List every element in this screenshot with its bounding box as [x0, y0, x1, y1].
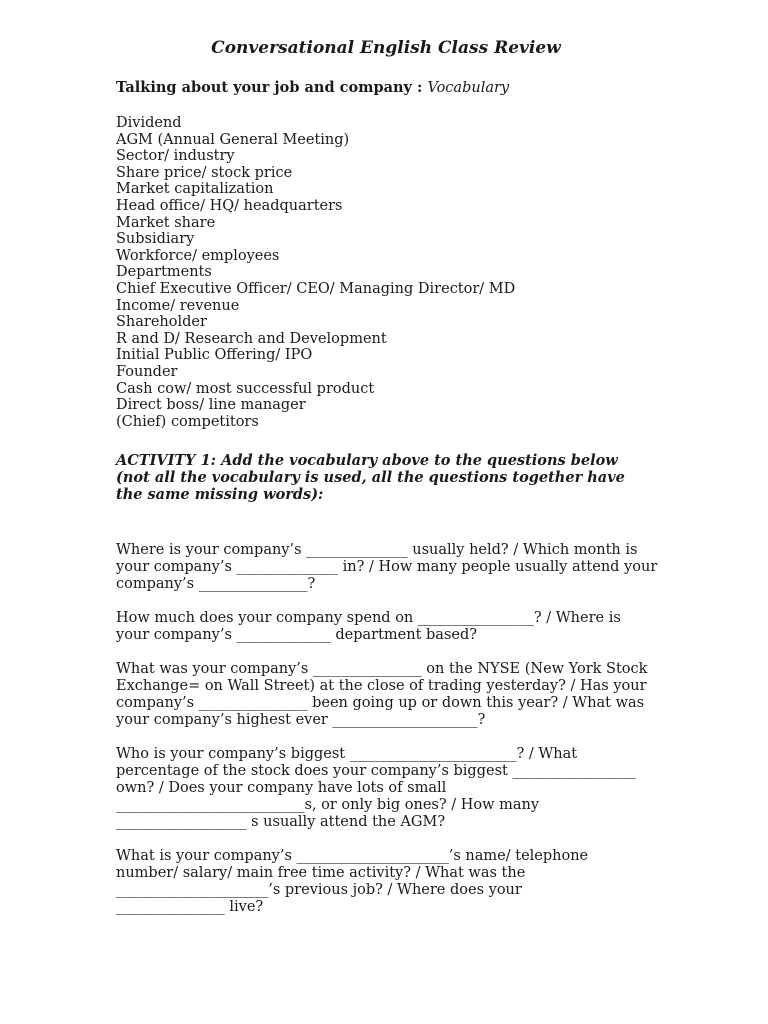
vocabulary-list — [116, 115, 656, 430]
question-line: Exchange= on Wall Street) at the close of trading yesterday? / Has your — [116, 678, 647, 695]
question-line: your company’s ______________ in? / How many people usually attend your — [116, 559, 658, 576]
activity-instructions: ACTIVITY 1: Add the vocabulary above to the questions below (not all the vocabulary is used, all the questions together have the same missing words): — [116, 452, 625, 504]
question-line: your company’s _____________ department based? — [116, 627, 478, 644]
document-page — [116, 36, 656, 933]
question-block-agm — [116, 542, 656, 593]
vocabulary-item: Shareholder — [116, 314, 207, 331]
vocabulary-item: R and D/ Research and Development — [116, 330, 387, 347]
vocabulary-item: AGM (Annual General Meeting) — [116, 131, 350, 148]
question-block-line-manager — [116, 848, 656, 916]
question-line: _______________ live? — [116, 899, 264, 916]
question-block-rnd — [116, 610, 656, 644]
vocabulary-item: Workforce/ employees — [116, 247, 280, 264]
section-heading-bold: Talking about your job and company : — [116, 79, 428, 96]
question-block-shareholder — [116, 746, 656, 831]
document-title: Conversational English Class Review — [211, 38, 561, 58]
question-line: __________________________s, or only big ones? / How many — [116, 797, 540, 814]
vocabulary-item: Subsidiary — [116, 231, 195, 248]
question-line: percentage of the stock does your company’s biggest _________________ — [116, 763, 636, 780]
question-line: number/ salary/ main free time activity? / What was the — [116, 865, 526, 882]
question-line: own? / Does your company have lots of small — [116, 780, 447, 797]
vocabulary-item: Income/ revenue — [116, 297, 240, 314]
section-heading — [116, 78, 656, 98]
question-line: Who is your company’s biggest _______________________? / What — [116, 746, 578, 763]
vocabulary-item: Head office/ HQ/ headquarters — [116, 197, 343, 214]
question-line: __________________ s usually attend the AGM? — [116, 814, 446, 831]
vocabulary-item: Share price/ stock price — [116, 164, 293, 181]
vocabulary-item: Sector/ industry — [116, 148, 235, 165]
question-line: What was your company’s _______________ on the NYSE (New York Stock — [116, 661, 648, 678]
vocabulary-item: Chief Executive Officer/ CEO/ Managing Director/ MD — [116, 280, 516, 297]
question-line: _____________________’s previous job? / Where does your — [116, 882, 522, 899]
question-line: Where is your company’s ______________ usually held? / Which month is — [116, 542, 638, 559]
question-line: company’s _______________? — [116, 576, 316, 593]
section-heading-italic: Vocabulary — [427, 80, 510, 96]
vocabulary-item: Market capitalization — [116, 181, 274, 198]
vocabulary-item: Dividend — [116, 115, 182, 131]
vocabulary-item: Market share — [116, 214, 216, 231]
vocabulary-item: Initial Public Offering/ IPO — [116, 347, 313, 364]
question-line: your company’s highest ever ____________________? — [116, 712, 486, 729]
vocabulary-item: Direct boss/ line manager — [116, 397, 306, 414]
question-block-share-price — [116, 661, 656, 729]
question-line: company’s _______________ been going up or down this year? / What was — [116, 695, 645, 712]
vocabulary-item: Cash cow/ most successful product — [116, 380, 375, 397]
vocabulary-item: Founder — [116, 363, 178, 380]
question-line: How much does your company spend on ________________? / Where is — [116, 610, 621, 627]
vocabulary-item: (Chief) competitors — [116, 413, 259, 430]
vocabulary-item: Departments — [116, 264, 212, 281]
question-line: What is your company’s _____________________’s name/ telephone — [116, 848, 589, 865]
